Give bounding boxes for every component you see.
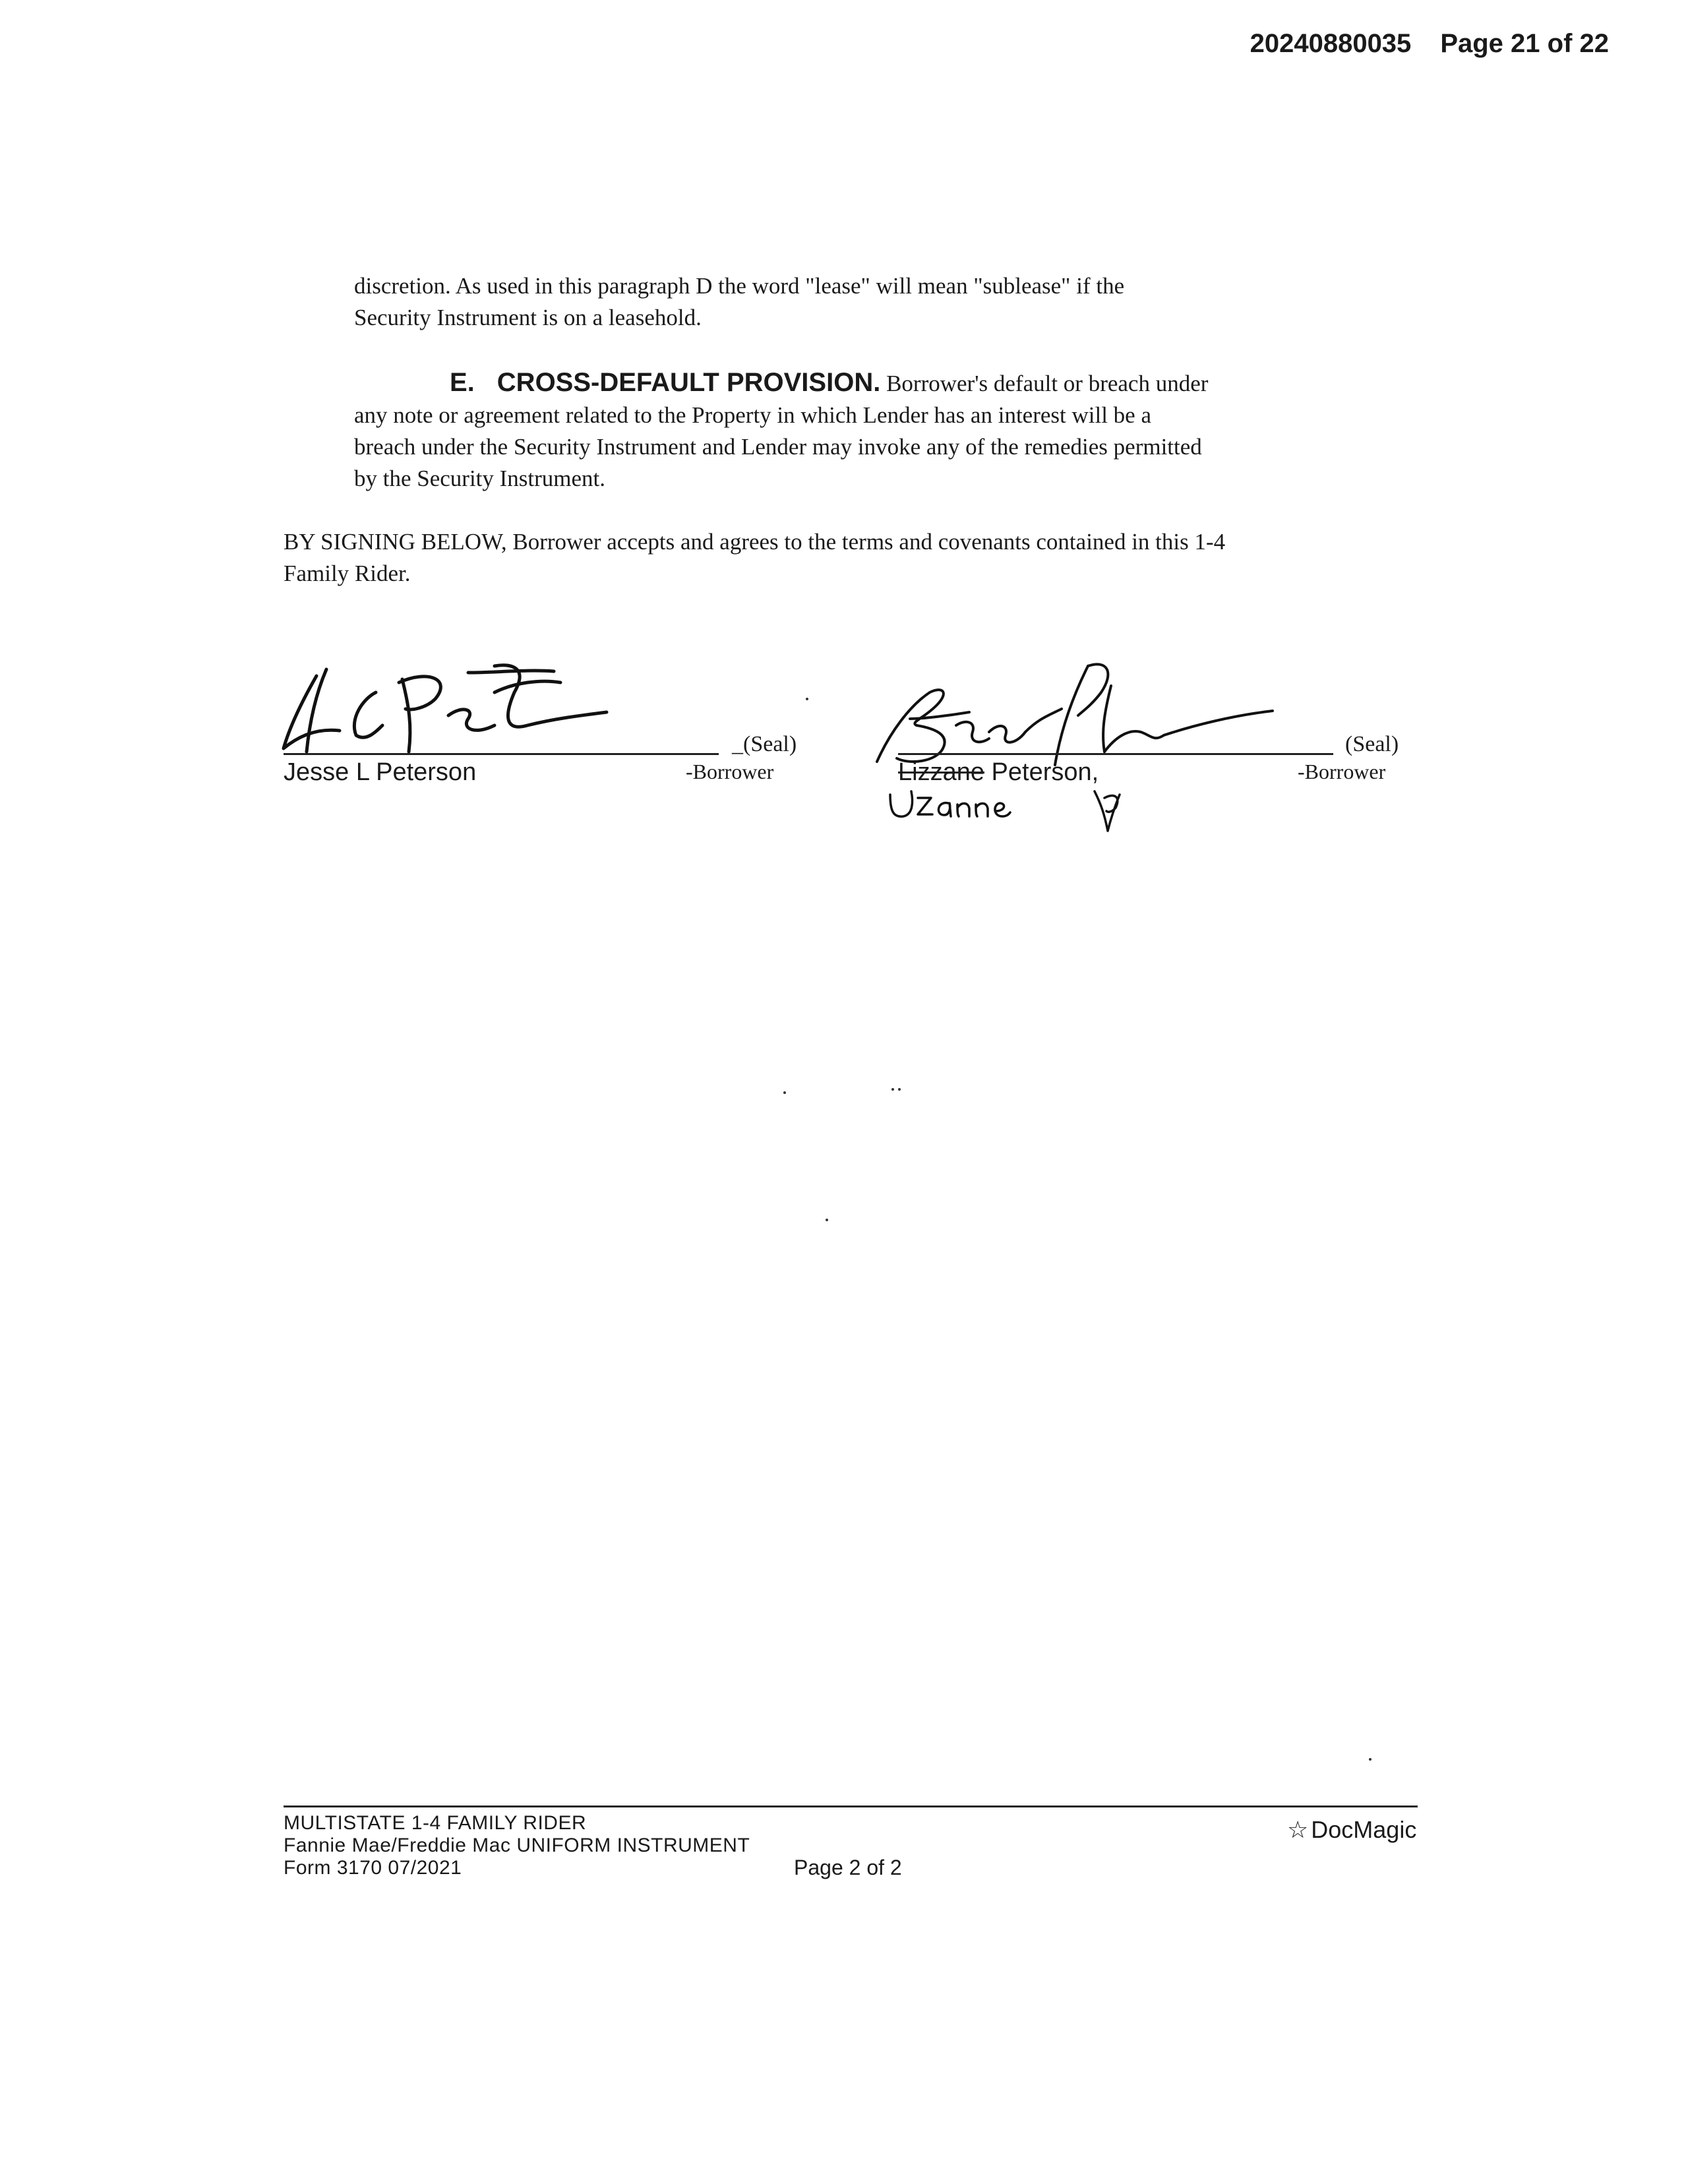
footer-instrument: Fannie Mae/Freddie Mac UNIFORM INSTRUMENT — [284, 1835, 750, 1856]
paragraph-e-line: by the Security Instrument. — [354, 466, 606, 491]
scan-speck — [1369, 1758, 1372, 1761]
paragraph-e-text: Borrower's default or breach under — [886, 371, 1209, 396]
scan-speck — [783, 1091, 786, 1094]
paragraph-e-line: any note or agreement related to the Property in which Lender has an interest will be a — [354, 402, 1152, 428]
borrower-role-label: -Borrower — [1298, 760, 1386, 783]
scan-speck — [898, 1088, 901, 1091]
paragraph-d — [354, 270, 1124, 334]
borrower-signature-left — [277, 653, 646, 765]
scan-speck — [826, 1219, 828, 1221]
page-header — [1200, 29, 1609, 59]
handwritten-name-correction — [884, 778, 1160, 837]
signing-statement — [284, 526, 1225, 590]
section-heading: CROSS-DEFAULT PROVISION. — [497, 368, 881, 397]
paragraph-d-line: Security Instrument is on a leasehold. — [354, 305, 702, 330]
page-counter: Page 21 of 22 — [1440, 29, 1609, 58]
signing-statement-line: Family Rider. — [284, 561, 411, 586]
paragraph-e-line: breach under the Security Instrument and Lender may invoke any of the remedies permitted — [354, 434, 1202, 460]
footer-brand — [1287, 1816, 1416, 1844]
paragraph-e-first-line — [354, 367, 1208, 400]
footer-page-number: Page 2 of 2 — [794, 1856, 902, 1879]
scan-speck — [891, 1088, 894, 1091]
surname: Peterson, — [991, 758, 1099, 786]
borrower-name-left: Jesse L Peterson — [284, 758, 477, 786]
footer-rule — [284, 1805, 1418, 1807]
paragraph-d-line: discretion. As used in this paragraph D the word "lease" will mean "sublease" if the — [354, 273, 1125, 299]
seal-label: (Seal) — [1345, 732, 1399, 756]
signing-statement-line: BY SIGNING BELOW, Borrower accepts and agrees to the terms and covenants contained in this 1-4 — [284, 529, 1226, 555]
brand-name: DocMagic — [1311, 1816, 1417, 1843]
footer-form-title: MULTISTATE 1-4 FAMILY RIDER — [284, 1812, 587, 1834]
signature-line-left — [284, 753, 719, 755]
star-outline-icon: ☆ — [1287, 1816, 1309, 1843]
footer-form-number: Form 3170 07/2021 — [284, 1857, 462, 1879]
borrower-role-label: -Borrower — [686, 760, 774, 783]
struck-name: Lizzane — [898, 758, 984, 786]
section-letter: E. — [450, 368, 475, 397]
scan-speck — [806, 698, 808, 700]
seal-label: _(Seal) — [732, 732, 797, 756]
paragraph-e — [354, 367, 1208, 495]
document-number: 20240880035 — [1250, 29, 1412, 58]
signature-line-right — [898, 753, 1333, 755]
